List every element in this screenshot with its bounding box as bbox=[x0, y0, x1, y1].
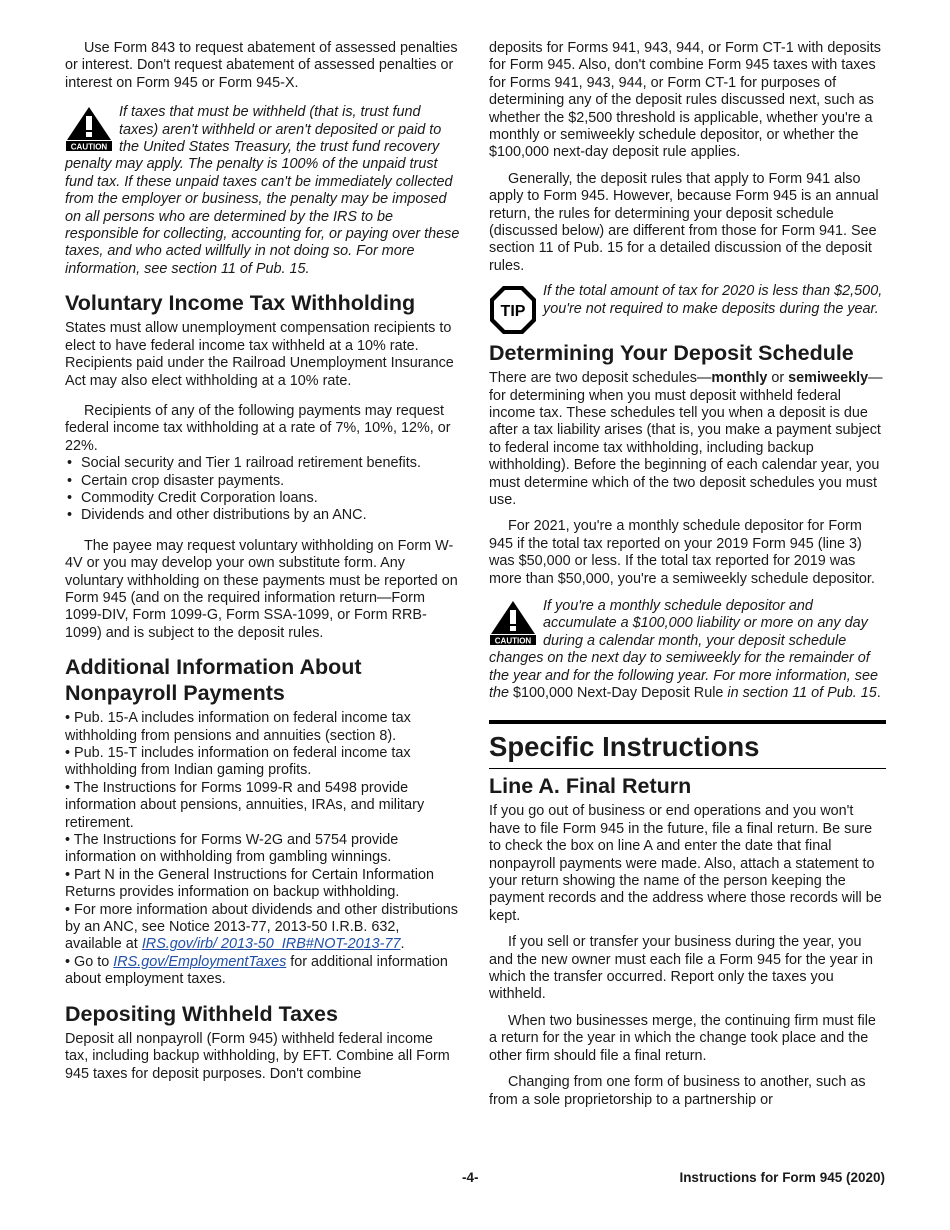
heading-additional-info: Additional Information About Nonpayroll Payments bbox=[65, 655, 362, 706]
caution-notice bbox=[65, 104, 460, 278]
paragraph-two-schedules: There are two deposit schedules—monthly or semiweekly—for determining when you must deposit withheld federal income tax. These schedules tell you when a deposit is due after a tax liability arises (that is, you make a payment subject to federal income tax withholding, including backup withholding). Before the beginning of each calendar year, you must determine which of the two deposit schedules you must use. bbox=[489, 370, 883, 508]
heading-deposit-schedule: Determining Your Deposit Schedule bbox=[489, 341, 854, 366]
list-item: • Social security and Tier 1 railroad retirement benefits. bbox=[65, 455, 460, 472]
caution-icon bbox=[489, 600, 537, 650]
list-item: • Part N in the General Instructions for Certain Information Returns provides information on backup withholding. bbox=[65, 866, 434, 901]
caution-icon bbox=[65, 106, 113, 156]
svg-text:TIP: TIP bbox=[500, 303, 526, 321]
list-item: • Dividends and other distributions by an ANC. bbox=[65, 507, 460, 524]
paragraph-merge: When two businesses merge, the continuing firm must file a return for the year in which the change took place and the other firm should file a final return. bbox=[489, 1012, 876, 1064]
svg-text:CAUTION: CAUTION bbox=[70, 142, 108, 152]
list-item: • For more information about dividends and other distributions by an ANC, see Notice 2013-77, 2013-50 I.R.B. 632, available at IRS.gov/irb/ 2013-50_IRB#NOT-2013-77. bbox=[65, 901, 458, 953]
employment-taxes-link[interactable]: IRS.gov/EmploymentTaxes bbox=[113, 953, 287, 970]
paragraph-recipients: Recipients of any of the following payments may request federal income tax withholding at a rate of 7%, 10%, 12%, or 22%. bbox=[65, 402, 451, 454]
caution-notice bbox=[489, 598, 886, 702]
section-divider bbox=[489, 720, 886, 724]
svg-text:CAUTION: CAUTION bbox=[494, 636, 532, 646]
list-item: • Pub. 15-A includes information on federal income tax withholding from pensions and annuities (section 8). bbox=[65, 710, 411, 744]
list-item: • Certain crop disaster payments. bbox=[65, 473, 460, 490]
paragraph-payee: The payee may request voluntary withholding on Form W-4V or you may develop your own substitute form. Any voluntary withholding on these payments must be reported on Form 945 (and on the required information return—Form 1099-DIV, Form 1099-G, Form SSA-1099, or Form RRB-1099) and is subject to the deposit rules. bbox=[65, 537, 458, 641]
right-column bbox=[489, 40, 886, 1109]
list-item: • Pub. 15-T includes information on federal income tax withholding from Indian gaming profits. bbox=[65, 745, 411, 779]
payments-list bbox=[65, 455, 460, 525]
paragraph-changing: Changing from one form of business to another, such as from a sole proprietorship to a partnership or bbox=[489, 1074, 866, 1108]
paragraph-go-out: If you go out of business or end operations and you won't have to file Form 945 in the future, file a final return. Be sure to check the box on line A and enter the date that final nonpayroll payments were made. Also, attach a statement to your return showing the name of the person keeping the payment records and the address where those records will be kept. bbox=[489, 803, 882, 924]
caution-text: If taxes that must be withheld (that is, trust fund taxes) aren't withheld or aren't deposited or paid to the United States Treasury, the trust fund recovery penalty may apply. The penalty is 100% of the unpaid trust fund tax. If these unpaid taxes can't be immediately collected from the employer or business, the penalty may be imposed on all persons who are determined by the IRS to be responsible for collecting, accounting for, or paying over these taxes, and who acted willfully in not doing so. For more information, see section 11 of Pub. 15. bbox=[65, 104, 460, 277]
paragraph-deposit-all: Deposit all nonpayroll (Form 945) withheld federal income tax, including backup withholding, by EFT. Combine all Form 945 taxes for deposit purposes. Don't combine bbox=[65, 1030, 450, 1082]
paragraph-sell: If you sell or transfer your business during the year, you and the new owner must each file a Form 945 for the year in which the transfer occurred. Report only the taxes you withheld. bbox=[489, 934, 873, 1003]
list-item: • The Instructions for Forms W-2G and 5754 provide information on withholding from gambling winnings. bbox=[65, 832, 399, 866]
heading-specific-instructions: Specific Instructions bbox=[489, 731, 760, 763]
heading-depositing: Depositing Withheld Taxes bbox=[65, 1001, 338, 1026]
paragraph-deposits-continued: deposits for Forms 941, 943, 944, or Form CT-1 with deposits for Form 945. Also, don't combine Form 945 taxes with taxes for Forms 941, 943, 944, or Form CT-1 for purposes of determining any of the deposit rules discussed next, such as whether the $2,500 threshold is applicable, whether you're a monthly or semiweekly schedule depositor, or whether the $100,000 next-day deposit rule applies. bbox=[489, 40, 881, 161]
page-footer bbox=[0, 1170, 950, 1190]
info-list bbox=[65, 710, 460, 989]
caution-text: If you're a monthly schedule depositor and accumulate a $100,000 liability or more on any day during a calendar month, your deposit schedule changes on the next day to semiweekly for the remainder of the year and for the following year. For more information, see the $100,000 Next-Day Deposit Rule in section 11 of Pub. 15. bbox=[489, 597, 881, 701]
irs-irb-link[interactable]: IRS.gov/irb/ 2013-50_IRB#NOT-2013-77 bbox=[141, 936, 401, 953]
thin-divider bbox=[489, 768, 886, 769]
paragraph-generally: Generally, the deposit rules that apply to Form 941 also apply to Form 945. However, because Form 945 is an annual return, the rules for determining your deposit schedule (discussed below) are different from those for Form 941. See section 11 of Pub. 15 for a detailed discussion of the deposit rules. bbox=[489, 170, 879, 274]
heading-voluntary-withholding: Voluntary Income Tax Withholding bbox=[65, 291, 416, 316]
list-item: • Commodity Credit Corporation loans. bbox=[65, 490, 460, 507]
list-item: • The Instructions for Forms 1099-R and 5498 provide information about pensions, annuities, IRAs, and military retirement. bbox=[65, 779, 425, 831]
left-column bbox=[65, 40, 460, 1083]
page-number: -4- bbox=[462, 1170, 479, 1185]
paragraph-2021: For 2021, you're a monthly schedule depositor for Form 945 if the total tax reported on your 2019 Form 945 (line 3) was $50,000 or less. If the total tax reported for 2019 was more than $50,000, you're a semiweekly schedule depositor. bbox=[489, 518, 875, 587]
tip-notice bbox=[489, 283, 886, 321]
paragraph-states: States must allow unemployment compensation recipients to elect to have federal income tax withheld at a 10% rate. Recipients paid under the Railroad Unemployment Insurance Act may also elect withholding at a 10% rate. bbox=[65, 320, 454, 389]
paragraph-form-843: Use Form 843 to request abatement of assessed penalties or interest. Don't request abatement of assessed penalties or interest on Form 945 or Form 945-X. bbox=[65, 40, 458, 91]
heading-line-a: Line A. Final Return bbox=[489, 774, 692, 799]
tip-text: If the total amount of tax for 2020 is less than $2,500, you're not required to make deposits during the year. bbox=[543, 283, 883, 317]
list-item: • Go to IRS.gov/EmploymentTaxes for additional information about employment taxes. bbox=[65, 953, 448, 988]
footer-form-title: Instructions for Form 945 (2020) bbox=[679, 1170, 885, 1185]
tip-icon bbox=[489, 285, 537, 335]
